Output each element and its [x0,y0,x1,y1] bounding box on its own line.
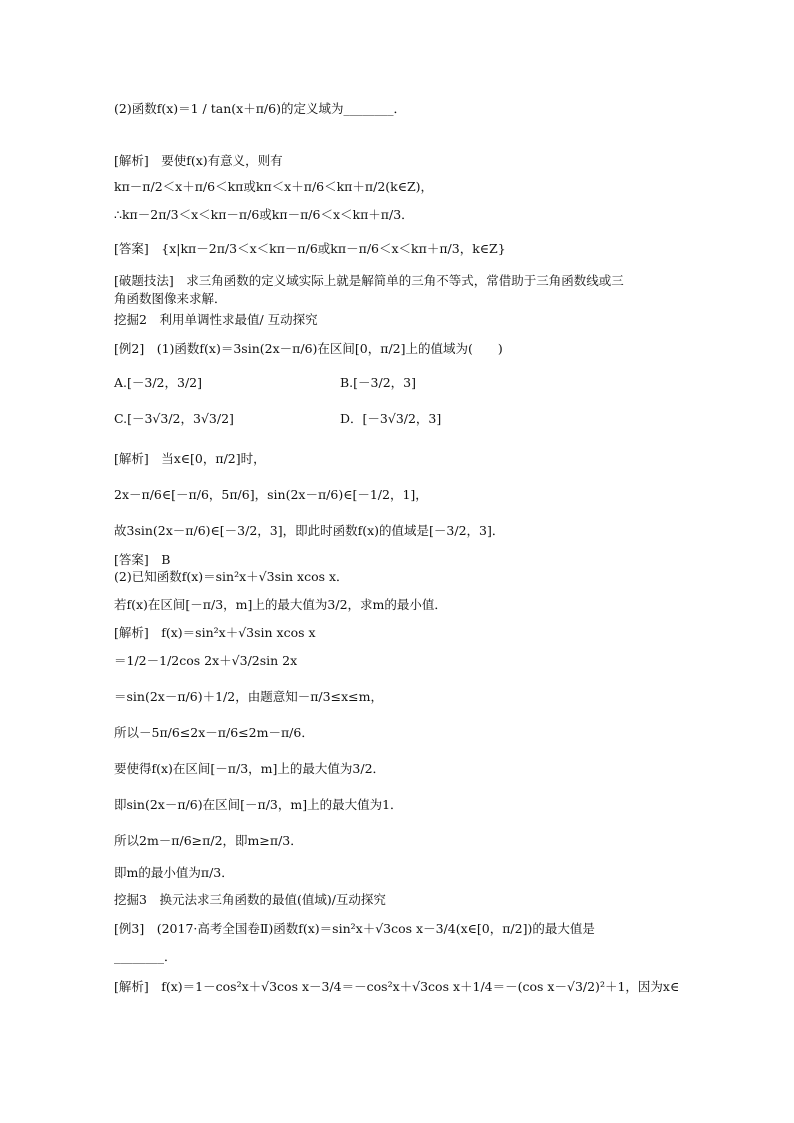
text-line: 挖掘3 换元法求三角函数的最值(值域)/互动探究 [114,892,386,907]
text-line: 故3sin(2x－π/6)∈[－3/2，3]，即此时函数f(x)的值域是[－3/2，3]． [114,523,505,538]
text-line: 2x－π/6∈[－π/6，5π/6]，sin(2x－π/6)∈[－1/2，1]， [114,487,428,502]
text-line: ＝sin(2x－π/6)＋1/2，由题意知－π/3≤x≤m， [114,689,383,704]
text-line: kπ－π/2＜x＋π/6＜kπ或kπ＜x＋π/6＜kπ＋π/2(k∈Z)， [114,179,434,194]
text-line: 即m的最小值为π/3． [114,865,234,880]
text-line: [解析] f(x)＝sin²x＋√3sin xcos x [114,625,316,640]
text-line: ________． [114,949,177,964]
text-line: [答案] {x|kπ－2π/3＜x＜kπ－π/6或kπ－π/6＜x＜kπ＋π/3，k∈Z} [114,241,506,256]
text-line: [答案] B [114,552,171,567]
text-line: 即sin(2x－π/6)在区间[－π/3，m]上的最大值为1． [114,797,403,812]
text-line: 所以－5π/6≤2x－π/6≤2m－π/6． [114,725,314,740]
text-line: C.[－3√3/2，3√3/2] [114,411,234,426]
text-line: [解析] 要使f(x)有意义，则有 [114,153,283,168]
text-line: [破题技法] 求三角函数的定义域实际上就是解简单的三角不等式，常借助于三角函数线或三 [114,273,624,288]
text-line: B.[－3/2，3] [340,375,416,390]
text-line: [例2] (1)函数f(x)＝3sin(2x－π/6)在区间[0，π/2]上的值域为( ) [114,341,503,356]
text-line: 若f(x)在区间[－π/3，m]上的最大值为3/2，求m的最小值． [114,597,447,612]
text-line: D．[－3√3/2，3] [340,411,442,426]
text-line: [解析] 当x∈[0，π/2]时， [114,451,266,466]
text-line: (2)已知函数f(x)＝sin²x＋√3sin xcos x． [114,569,349,584]
text-line: 要使得f(x)在区间[－π/3，m]上的最大值为3/2． [114,761,386,776]
text-line: [例3] (2017·高考全国卷Ⅱ)函数f(x)＝sin²x＋√3cos x－3/4(x∈[0，π/2])的最大值是 [114,921,595,936]
text-line: A.[－3/2，3/2] [114,375,202,390]
text-line: 挖掘2 利用单调性求最值/ 互动探究 [114,312,318,327]
text-line: 角函数图像来求解． [114,291,227,306]
text-line: ∴kπ－2π/3＜x＜kπ－π/6或kπ－π/6＜x＜kπ＋π/3． [114,207,414,222]
text-line: (2)函数f(x)＝1 / tan(x＋π/6)的定义域为________． [114,101,406,116]
text-line: ＝1/2－1/2cos 2x＋√3/2sin 2x [114,653,298,668]
text-line: 所以2m－π/6≥π/2，即m≥π/3． [114,833,303,848]
text-line: [解析] f(x)＝1－cos²x＋√3cos x－3/4＝－cos²x＋√3cos x＋1/4＝－(cos x－√3/2)²＋1，因为x∈ [114,979,680,994]
